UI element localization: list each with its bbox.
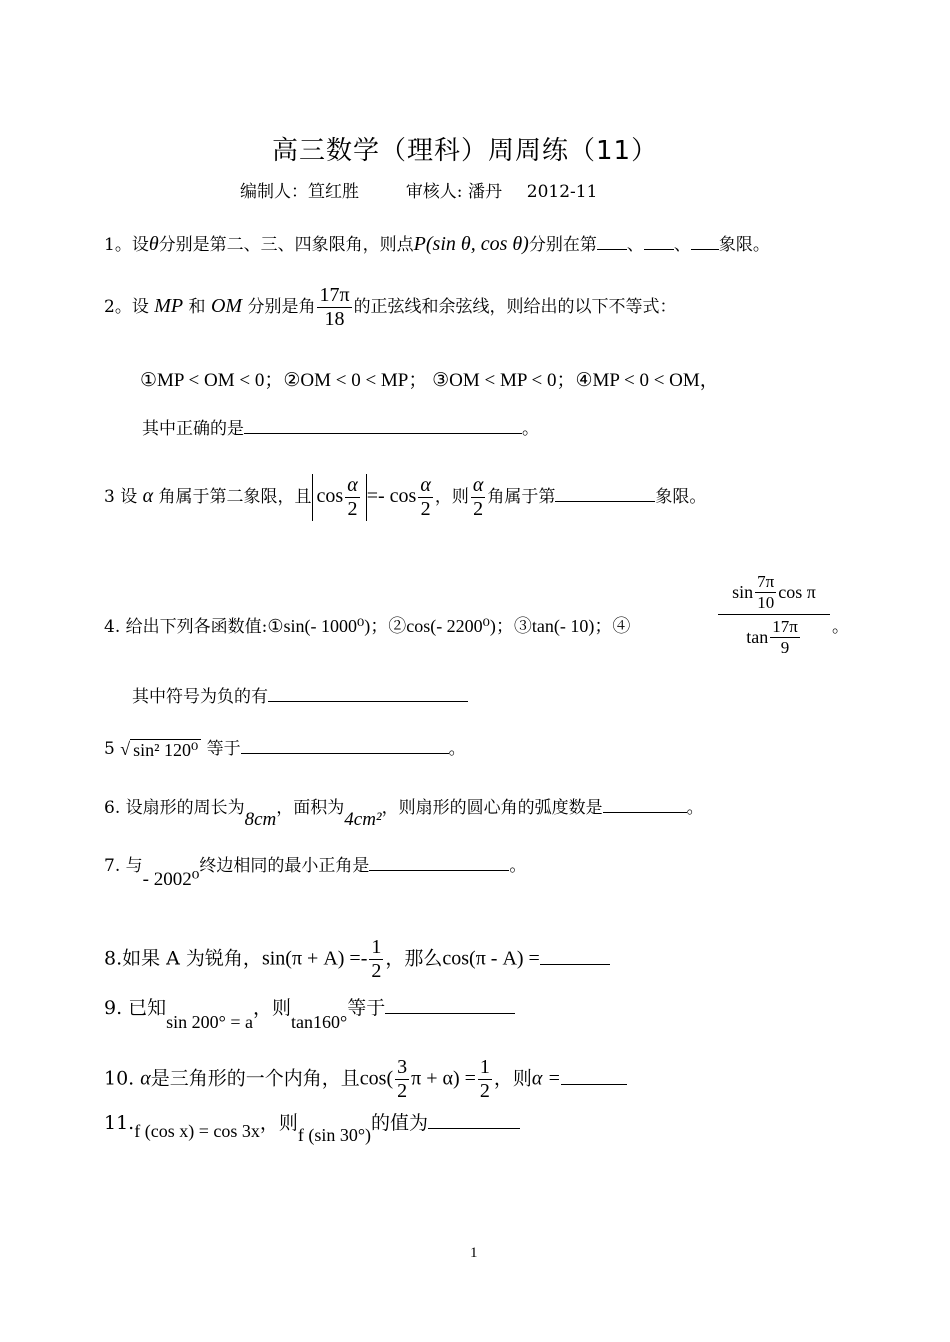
q10-eq: α = xyxy=(531,1067,561,1090)
q9-prefix: 9. 已知 xyxy=(104,997,167,1019)
q2-correct-label: 其中正确的是 xyxy=(142,419,244,439)
q8-expr2: cos(π - A) = xyxy=(442,947,540,970)
q4-value-2: ②cos(- 2200⁰)； xyxy=(388,616,514,636)
q1-text2: 分别在第 xyxy=(528,235,597,255)
sqrt-icon: √ xyxy=(120,738,131,759)
q10-answer-blank[interactable] xyxy=(561,1066,627,1085)
q8-answer-blank[interactable] xyxy=(540,946,610,965)
question-1 xyxy=(104,230,770,256)
q4-num-cos: cos π xyxy=(778,581,816,602)
q10-alpha: α xyxy=(140,1067,151,1090)
q10-cos: cos( xyxy=(359,1067,394,1090)
q6-area: 4cm² xyxy=(344,809,382,830)
q3-frac3-num: α xyxy=(472,474,484,496)
q7-text: 终边相同的最小正角是 xyxy=(199,856,370,876)
q3-text: 角属于第二象限，且 xyxy=(158,487,312,507)
reviewer-label: 审核人: 潘丹 xyxy=(405,182,502,202)
q10-rhs-fraction xyxy=(478,1056,492,1103)
q8-expr: sin(π + A) =- xyxy=(261,947,368,970)
q9-text2: 等于 xyxy=(347,997,386,1019)
q4-negative-label: 其中符号为负的有 xyxy=(132,687,268,707)
q4-value-1: ①sin(- 1000⁰)； xyxy=(267,616,389,636)
q6-prefix: 6. 设扇形的周长为 xyxy=(104,798,245,818)
q2-text2: 的正弦线和余弦线，则给出的以下不等式： xyxy=(353,297,677,317)
q4-num-frac xyxy=(755,572,776,612)
q1-end: 象限。 xyxy=(718,235,770,255)
q3-abs-cos xyxy=(312,474,367,521)
q9-expr2: tan160° xyxy=(291,1012,348,1032)
q2-mp: MP xyxy=(154,295,184,317)
q3-eq: =- cos xyxy=(366,485,417,507)
q7-answer-blank[interactable] xyxy=(369,852,509,871)
q10-rhs-num: 1 xyxy=(479,1056,490,1078)
q8-frac-num: 1 xyxy=(371,936,382,958)
page-number: 1 xyxy=(470,1245,478,1261)
q1-sep-1: 、 xyxy=(626,235,644,255)
q4-end: 。 xyxy=(832,617,849,637)
q4-value-3: ③tan(- 10)；④ xyxy=(513,616,631,636)
q3-text2: 角属于第 xyxy=(487,487,556,507)
date: 2012-11 xyxy=(526,182,598,202)
q8-prefix: 8.如果 A 为锐角， xyxy=(104,947,262,970)
q5-end: 。 xyxy=(448,739,466,759)
q8-frac-den: 2 xyxy=(371,960,382,982)
q4-compound-fraction xyxy=(718,572,830,657)
q3-cos: cos xyxy=(316,485,344,508)
q3-prefix: 3 设 xyxy=(104,487,138,507)
q4-fraction-numerator xyxy=(718,572,830,615)
q7-prefix: 7. 与 xyxy=(104,856,143,876)
q4-fraction-denominator xyxy=(718,615,830,657)
question-11 xyxy=(104,1108,520,1145)
q4-num-frac-num: 7π xyxy=(757,572,775,591)
q4-num-frac-den: 10 xyxy=(757,592,775,612)
page-title: 高三数学（理科）周周练（11） xyxy=(272,136,659,166)
q3-fraction-3 xyxy=(471,474,486,521)
question-9 xyxy=(104,993,515,1032)
q2-end: 。 xyxy=(522,419,539,439)
q9-text: ，则 xyxy=(253,997,292,1019)
q2-answer-line xyxy=(142,414,539,439)
question-6 xyxy=(104,793,704,830)
q3-answer-blank[interactable] xyxy=(555,483,655,502)
q6-perimeter: 8cm xyxy=(244,809,277,830)
q10-text: 是三角形的一个内角，且 xyxy=(150,1067,360,1090)
q8-text: ，那么 xyxy=(385,947,443,970)
q8-fraction xyxy=(369,936,383,983)
question-3 xyxy=(104,474,706,521)
q10-prefix: 10. xyxy=(104,1067,135,1090)
question-7 xyxy=(104,851,527,890)
question-2 xyxy=(104,284,677,331)
q2-text: 分别是角 xyxy=(247,297,316,317)
q9-expr: sin 200° = a xyxy=(166,1012,254,1032)
q5-radicand: sin² 120⁰ xyxy=(130,739,201,761)
q1-sep-2: 、 xyxy=(673,235,691,255)
q1-blank-3[interactable] xyxy=(691,231,719,250)
q4-den-tan: tan xyxy=(746,626,769,647)
q6-answer-blank[interactable] xyxy=(603,794,687,813)
q5-prefix: 5 xyxy=(104,739,115,759)
question-10 xyxy=(104,1056,627,1103)
q3-fraction-2 xyxy=(418,474,433,521)
q6-text2: ，则扇形的圆心角的弧度数是 xyxy=(381,798,603,818)
q1-text: 分别是第二、三、四象限角，则点 xyxy=(158,235,414,255)
q3-frac2-num: α xyxy=(420,474,431,496)
q10-rhs-den: 2 xyxy=(479,1080,490,1102)
q7-end: 。 xyxy=(509,856,527,876)
q4-den-frac xyxy=(770,617,800,657)
q2-prefix: 2。设 xyxy=(104,297,149,317)
q10-fraction xyxy=(395,1056,409,1103)
q4-answer-blank[interactable] xyxy=(268,683,468,702)
q3-frac-num: α xyxy=(347,474,358,496)
q1-blank-2[interactable] xyxy=(644,231,674,250)
q11-expr2: f (sin 30°) xyxy=(297,1125,372,1145)
q11-expr: f (cos x) = cos 3x xyxy=(134,1121,260,1141)
q3-end: 象限。 xyxy=(655,487,707,507)
q10-frac-num: 3 xyxy=(397,1056,408,1078)
question-4 xyxy=(104,612,630,638)
q10-text2: ，则 xyxy=(493,1067,532,1090)
q1-point: P(sin θ, cos θ) xyxy=(413,233,529,255)
q3-fraction xyxy=(345,474,360,521)
q2-and: 和 xyxy=(188,297,206,317)
q1-theta: θ xyxy=(148,233,159,255)
question-5 xyxy=(104,734,466,761)
q3-frac2-den: 2 xyxy=(420,498,431,520)
q11-prefix: 11. xyxy=(104,1112,135,1134)
q4-den-frac-den: 9 xyxy=(780,637,790,657)
q2-answer-blank[interactable] xyxy=(244,415,522,434)
q7-angle: - 2002⁰ xyxy=(142,869,200,890)
q9-answer-blank[interactable] xyxy=(385,995,515,1014)
q3-then: ，则 xyxy=(434,487,469,507)
q10-mid: π + α) = xyxy=(411,1067,476,1090)
q2-frac-num: 17π xyxy=(319,284,350,306)
q2-om: OM xyxy=(210,295,243,317)
q11-text2: 的值为 xyxy=(371,1112,429,1134)
question-8 xyxy=(104,936,610,983)
q4-prefix: 4. 给出下列各函数值: xyxy=(104,617,268,637)
editor-label: 编制人：笪红胜 xyxy=(240,182,359,202)
q3-frac3-den: 2 xyxy=(473,498,484,520)
q11-answer-blank[interactable] xyxy=(428,1110,520,1129)
q10-frac-den: 2 xyxy=(397,1080,408,1102)
q2-inequalities: ①MP < OM < 0；②OM < 0 < MP； ③OM < MP < 0；④MP < 0 < OM， xyxy=(140,370,719,391)
q6-end: 。 xyxy=(686,798,704,818)
q4-line-2 xyxy=(132,682,468,707)
q4-num-sin: sin xyxy=(732,581,754,602)
q1-prefix: 1。设 xyxy=(104,235,149,255)
q4-den-frac-num: 17π xyxy=(772,617,798,637)
q11-text: ，则 xyxy=(259,1112,298,1134)
q2-frac-den: 18 xyxy=(324,308,345,330)
q5-answer-blank[interactable] xyxy=(241,735,449,754)
q5-sqrt xyxy=(120,739,201,761)
q6-text: ，面积为 xyxy=(276,798,345,818)
q2-angle-fraction xyxy=(317,284,351,331)
author-line xyxy=(240,177,597,202)
q3-frac-den: 2 xyxy=(347,498,358,520)
q5-text: 等于 xyxy=(206,739,241,759)
q1-blank-1[interactable] xyxy=(597,231,627,250)
q3-alpha: α xyxy=(142,485,154,507)
